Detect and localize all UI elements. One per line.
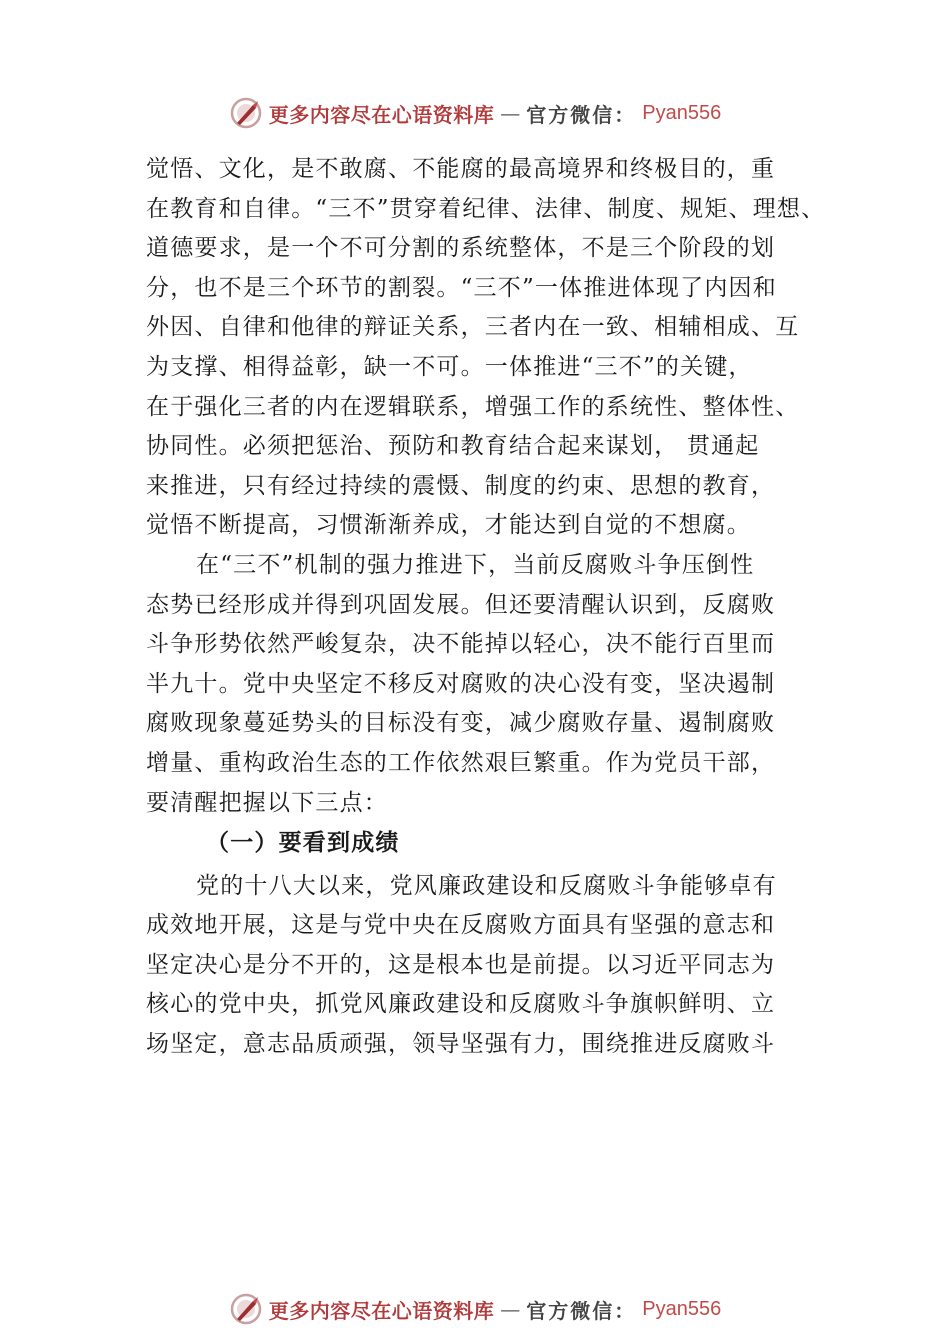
quill-pen-logo-icon [229,1292,263,1326]
text-line: 协同性。必须把惩治、预防和教育结合起来谋划， 贯通起 [146,433,760,460]
text-line: 要清醒把握以下三点： [146,789,388,816]
text-line: 觉悟不断提高，习惯渐渐养成，才能达到自觉的不想腐。 [146,512,751,539]
text-line: 在“三不”机制的强力推进下，当前反腐败斗争压倒性 [196,551,755,578]
wechat-label: 官方微信： [526,1298,637,1323]
text-line: 觉悟、文化，是不敢腐、不能腐的最高境界和终极目的，重 [146,156,776,182]
paragraph-2 [146,546,836,823]
text-line: 外因、自律和他律的辩证关系，三者内在一致、相辅相成、互 [146,314,800,341]
wechat-id: Pyan556 [642,1297,722,1320]
paragraph-3 [146,867,836,1065]
header-banner [0,93,950,133]
text-line: 斗争形势依然严峻复杂，决不能掉以轻心，决不能行百里而 [146,631,776,658]
site-name: 更多内容尽在心语资料库 [268,1298,495,1323]
document-body [146,150,836,1065]
separator: — [500,1297,521,1321]
text-line: 在教育和自律。“三不”贯穿着纪律、法律、制度、规矩、理想、 [146,195,826,222]
section-heading: （一）要看到成绩 [206,829,400,857]
text-line: 坚定决心是分不开的，这是根本也是前提。以习近平同志为 [146,951,776,978]
text-line: 来推进，只有经过持续的震慑、制度的约束、思想的教育， [146,472,776,499]
text-line: 增量、重构政治生态的工作依然艰巨繁重。作为党员干部， [146,749,776,776]
text-line: 核心的党中央，抓党风廉政建设和反腐败斗争旗帜鲜明、立 [146,991,776,1018]
footer-banner [0,1289,950,1329]
quill-pen-logo-icon [229,96,263,130]
text-line: 党的十八大以来，党风廉政建设和反腐败斗争能够卓有 [196,872,777,899]
text-line: 半九十。党中央坚定不移反对腐败的决心没有变，坚决遏制 [146,670,776,697]
text-line: 腐败现象蔓延势头的目标没有变，减少腐败存量、遏制腐败 [146,710,776,737]
paragraph-1 [146,150,836,546]
text-line: 分，也不是三个环节的割裂。“三不”一体推进体现了内因和 [146,274,777,301]
text-line: 场坚定，意志品质顽强，领导坚强有力，围绕推进反腐败斗 [146,1031,776,1058]
wechat-id: Pyan556 [642,101,722,124]
site-name: 更多内容尽在心语资料库 [268,102,495,127]
text-line: 为支撑、相得益彰，缺一不可。一体推进“三不”的关键， [146,353,753,380]
wechat-label: 官方微信： [526,102,637,127]
text-line: 在于强化三者的内在逻辑联系，增强工作的系统性、整体性、 [146,393,800,420]
text-line: 道德要求，是一个不可分割的系统整体，不是三个阶段的划 [146,235,776,262]
text-line: 成效地开展，这是与党中央在反腐败方面具有坚强的意志和 [146,912,776,939]
text-line: 态势已经形成并得到巩固发展。但还要清醒认识到，反腐败 [146,591,776,618]
separator: — [500,101,521,125]
